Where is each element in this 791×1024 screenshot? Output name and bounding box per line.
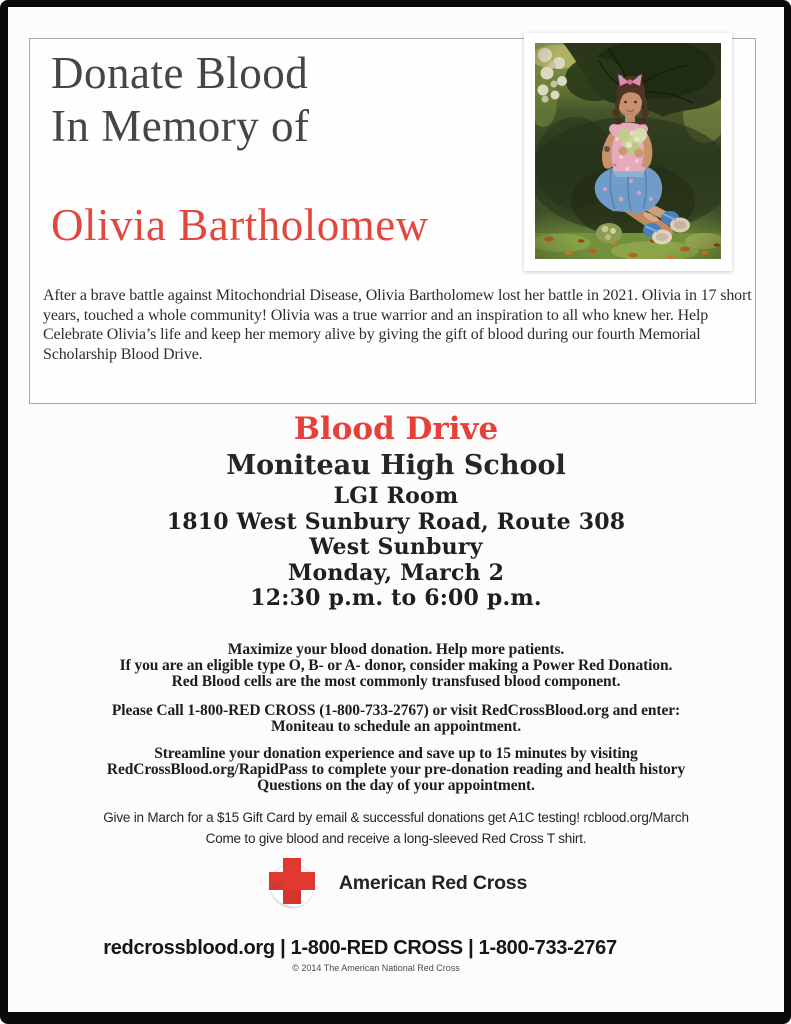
event-details bbox=[8, 412, 784, 612]
footer-contact: redcrossblood.org | 1-800-RED CROSS | 1-800-733-2767 bbox=[103, 937, 617, 959]
event-heading: Blood Drive bbox=[293, 411, 499, 447]
power-red-line: If you are an eligible type O, B- or A- donor, consider making a Power Red Donation. bbox=[119, 657, 673, 674]
rapidpass-line: Streamline your donation experience and save up to 15 minutes by visiting bbox=[154, 745, 638, 762]
honoree-name: Olivia Bartholomew bbox=[51, 200, 429, 250]
power-red-line: Maximize your blood donation. Help more patients. bbox=[227, 641, 565, 658]
promo-line: Come to give blood and receive a long-sleeved Red Cross T shirt. bbox=[205, 831, 587, 846]
power-red-line: Red Blood cells are the most commonly transfused blood component. bbox=[171, 673, 621, 690]
flyer-page bbox=[8, 7, 784, 1012]
rapidpass-info bbox=[8, 746, 784, 794]
event-date: Monday, March 2 bbox=[287, 559, 505, 586]
memorial-header-box bbox=[29, 38, 756, 404]
scheduling-info bbox=[8, 703, 784, 735]
olivia-photo bbox=[524, 33, 732, 271]
olivia-photo-illustration bbox=[535, 43, 721, 259]
march-promo bbox=[8, 807, 784, 849]
title-line-1: Donate Blood bbox=[51, 48, 309, 98]
title-line-2: In Memory of bbox=[51, 101, 310, 151]
page-title bbox=[51, 47, 309, 153]
footer-copyright: © 2014 The American National Red Cross bbox=[292, 963, 460, 973]
event-venue: Moniteau High School bbox=[226, 450, 566, 481]
power-red-info bbox=[8, 642, 784, 690]
promo-line: Give in March for a $15 Gift Card by email & successful donations get A1C testing! rcblood.org/March bbox=[103, 810, 689, 825]
tribute-paragraph: After a brave battle against Mitochondrial Disease, Olivia Bartholomew lost her battle in 2021. Olivia in 17 short years, touched a whole community! Olivia was a true warrior and an inspiration to all who knew her. Help Celebrate Olivia’s life and keep her memory alive by giving the gift of blood during our fourth Memorial Scholarship Blood Drive. bbox=[43, 287, 752, 363]
red-cross-icon bbox=[265, 854, 321, 912]
red-cross-logo bbox=[8, 854, 784, 912]
event-city: West Sunbury bbox=[309, 534, 483, 560]
logo-text: American Red Cross bbox=[338, 871, 528, 894]
rapidpass-line: Questions on the day of your appointment. bbox=[257, 777, 535, 794]
event-address: 1810 West Sunbury Road, Route 308 bbox=[166, 508, 626, 535]
scheduling-line: Moniteau to schedule an appointment. bbox=[270, 718, 522, 735]
event-room: LGI Room bbox=[333, 483, 459, 509]
scheduling-line: Please Call 1-800-RED CROSS (1-800-733-2767) or visit RedCrossBlood.org and enter: bbox=[111, 702, 681, 719]
event-time: 12:30 p.m. to 6:00 p.m. bbox=[250, 585, 542, 611]
rapidpass-line: RedCrossBlood.org/RapidPass to complete your pre-donation reading and health history bbox=[106, 761, 686, 778]
